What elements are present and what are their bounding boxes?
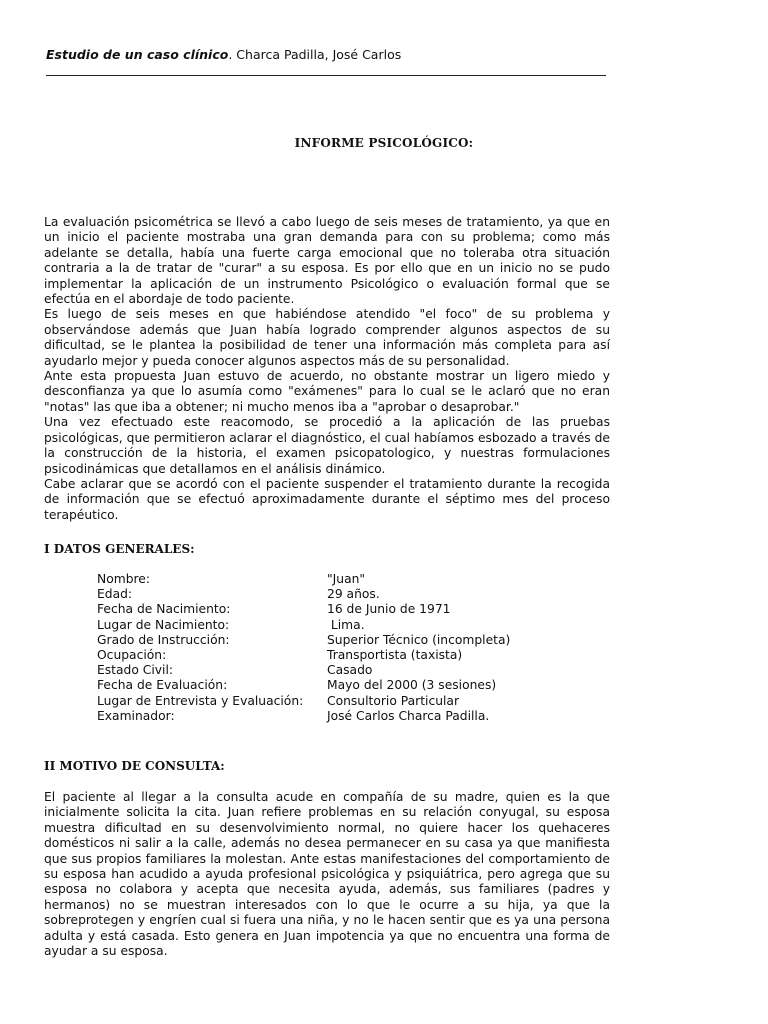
section-heading-motivo-consulta: II MOTIVO DE CONSULTA: <box>44 759 225 773</box>
intro-paragraph: Una vez efectuado este reacomodo, se procedió a la aplicación de las pruebas psicológicas, que permitieron aclarar el diagnóstico, el cual habíamos esbozado a través de la construcción de la historia, el examen psicopatologico, y nuestras formulaciones psicodinámicas que detallamos en el análisis dinámico. <box>44 415 610 476</box>
general-data-row <box>97 587 607 602</box>
general-data-row <box>97 572 607 587</box>
field-value: Superior Técnico (incompleta) <box>327 632 511 647</box>
report-title: INFORME PSICOLÓGICO: <box>294 136 474 150</box>
field-value: José Carlos Charca Padilla. <box>327 708 490 723</box>
intro-paragraph: Ante esta propuesta Juan estuvo de acuerdo, no obstante mostrar un ligero miedo y desconfianza ya que lo asumía como "exámenes" para lo cual se le aclaró que no eran "notas" las que iba a obtener; ni mucho menos iba a "aprobar o desaprobar." <box>44 369 610 414</box>
field-value: Casado <box>327 663 373 678</box>
general-data-row <box>97 663 607 678</box>
field-label: Lugar de Entrevista y Evaluación: <box>97 693 304 708</box>
field-value: Lima. <box>327 617 365 632</box>
field-label: Nombre: <box>97 572 151 586</box>
general-data-table <box>97 572 607 724</box>
field-label: Estado Civil: <box>97 663 174 678</box>
field-value: 16 de Junio de 1971 <box>327 602 451 617</box>
field-label: Ocupación: <box>97 648 167 663</box>
field-label: Fecha de Nacimiento: <box>97 602 231 617</box>
field-value: Transportista (taxista) <box>327 648 463 663</box>
general-data-row <box>97 648 607 663</box>
header-divider <box>46 75 606 76</box>
general-data-row <box>97 633 607 648</box>
motivo-section <box>44 790 610 959</box>
motivo-paragraph: El paciente al llegar a la consulta acude en compañía de su madre, quien es la que inicialmente solicita la cita. Juan refiere problemas en su relación conyugal, su esposa muestra dificultad en su desenvolvimiento normal, no quiere hacer los quehaceres domésticos ni salir a la calle, además no desea permanecer en su casa ya que manifiesta que sus propios familiares la molestan. Ante estas manifestaciones del comportamiento de su esposa han acudido a ayuda profesional psicológica y psiquiátrica, pero agrega que su esposa no colabora y acepta que necesita ayuda, además, sus familiares (padres y hermanos) no se muestran interesados con lo que le ocurre a su hija, ya que la sobreprotegen y engríen cual si fuera una niña, y no le hacen sentir que es ya una persona adulta y está casada. Esto genera en Juan impotencia ya que no encuentra una forma de ayudar a su esposa. <box>44 790 610 959</box>
intro-section <box>44 215 610 523</box>
intro-paragraph: La evaluación psicométrica se llevó a cabo luego de seis meses de tratamiento, ya que en un inicio el paciente mostraba una gran demanda para con su problema; como más adelante se detalla, había una fuerte carga emocional que no toleraba otra situación contraria a la de tratar de "curar" a su esposa. Es por ello que en un inicio no se pudo implementar la aplicación de un instrumento Psicológico o evaluación formal que se efectúa en el abordaje de todo paciente. <box>44 215 610 307</box>
field-label: Lugar de Nacimiento: <box>97 617 230 632</box>
field-label: Examinador: <box>97 708 175 723</box>
general-data-row <box>97 694 607 709</box>
field-value: Mayo del 2000 (3 sesiones) <box>327 678 497 693</box>
header-author: . Charca Padilla, José Carlos <box>228 47 402 62</box>
section-heading-datos-generales: I DATOS GENERALES: <box>44 542 195 556</box>
field-label: Fecha de Evaluación: <box>97 678 228 693</box>
general-data-row <box>97 709 607 724</box>
field-value: 29 años. <box>327 587 380 602</box>
general-data-row <box>97 678 607 693</box>
field-label: Grado de Instrucción: <box>97 632 230 647</box>
general-data-row <box>97 618 607 633</box>
field-value: "Juan" <box>327 572 366 586</box>
document-header <box>46 47 401 62</box>
intro-paragraph: Cabe aclarar que se acordó con el paciente suspender el tratamiento durante la recogida de información que se efectuó aproximadamente durante el séptimo mes del proceso terapéutico. <box>44 476 610 522</box>
header-title: Estudio de un caso clínico <box>46 47 229 62</box>
field-label: Edad: <box>97 587 133 602</box>
intro-paragraph: Es luego de seis meses en que habiéndose atendido "el foco" de su problema y observándose además que Juan había logrado comprender algunos aspectos de su dificultad, se le plantea la posibilidad de tener una información más completa para así ayudarlo mejor y pueda conocer algunos aspectos más de su personalidad. <box>44 307 610 368</box>
field-value: Consultorio Particular <box>327 693 460 708</box>
general-data-row <box>97 602 607 617</box>
